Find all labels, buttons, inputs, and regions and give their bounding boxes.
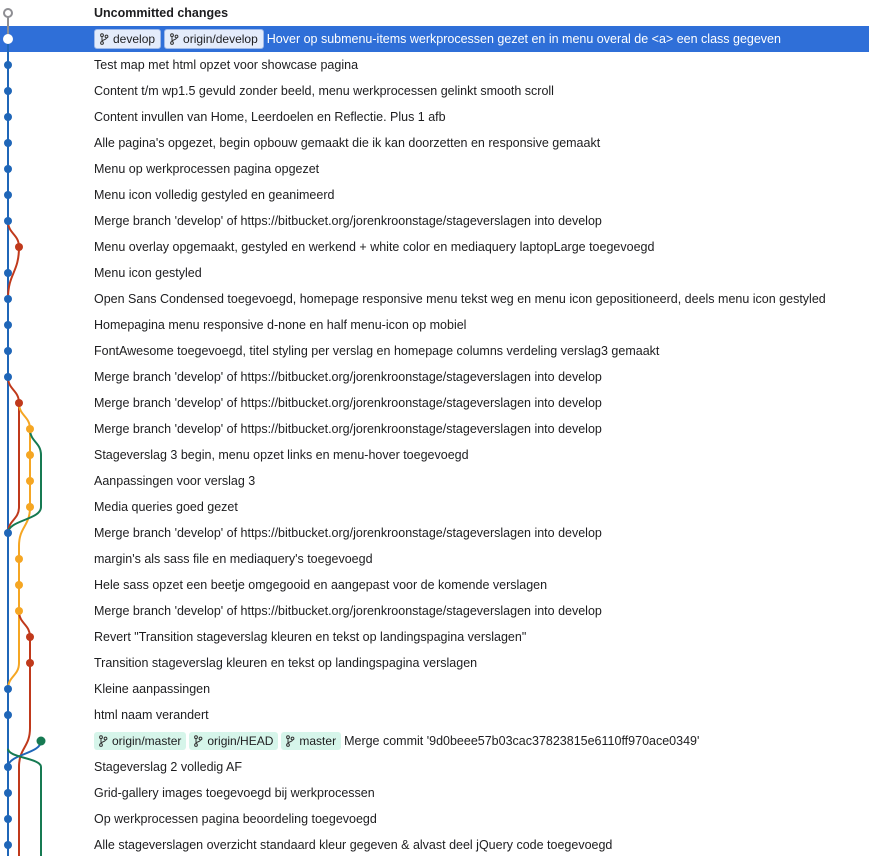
uncommitted-changes-row[interactable]	[0, 0, 869, 26]
commit-message: Stageverslag 2 volledig AF	[94, 760, 243, 774]
commit-message: Merge branch 'develop' of https://bitbucket.org/jorenkroonstage/stageverslagen into develop	[94, 214, 602, 228]
commit-row[interactable]	[0, 52, 869, 78]
branch-badge[interactable]	[189, 732, 278, 750]
commit-row[interactable]	[0, 312, 869, 338]
commit-message: Media queries goed gezet	[94, 500, 238, 514]
commit-node[interactable]	[4, 217, 12, 225]
commit-message: html naam verandert	[94, 708, 209, 722]
commit-message: Merge branch 'develop' of https://bitbucket.org/jorenkroonstage/stageverslagen into develop	[94, 604, 602, 618]
commit-message: Grid-gallery images toegevoegd bij werkprocessen	[94, 786, 375, 800]
commit-node[interactable]	[4, 815, 12, 823]
commit-node[interactable]	[15, 399, 23, 407]
commit-message: Stageverslag 3 begin, menu opzet links en menu-hover toegevoegd	[94, 448, 469, 462]
commit-node[interactable]	[4, 61, 12, 69]
branch-badge-label: origin/master	[112, 734, 182, 748]
commit-row[interactable]	[0, 806, 869, 832]
branch-line-feature	[8, 663, 19, 689]
commit-node[interactable]	[4, 789, 12, 797]
commit-node[interactable]	[4, 269, 12, 277]
commit-node[interactable]	[4, 321, 12, 329]
branch-line-master	[30, 429, 41, 455]
commit-row[interactable]	[0, 208, 869, 234]
commit-node[interactable]	[15, 555, 23, 563]
commit-row[interactable]	[0, 598, 869, 624]
commit-message: Merge branch 'develop' of https://bitbucket.org/jorenkroonstage/stageverslagen into develop	[94, 396, 602, 410]
commit-node[interactable]	[37, 737, 46, 746]
commit-row[interactable]	[0, 130, 869, 156]
commit-node[interactable]	[4, 295, 12, 303]
commit-message: Hover op submenu-items werkprocessen gezet en in menu overal de <a> een class gegeven	[266, 32, 781, 46]
commit-message: Aanpassingen voor verslag 3	[94, 474, 256, 488]
commit-message: Menu icon gestyled	[94, 266, 202, 280]
branch-badge-label: develop	[113, 32, 156, 46]
commit-node[interactable]	[4, 529, 12, 537]
commit-row[interactable]	[0, 26, 869, 52]
commit-row[interactable]	[0, 182, 869, 208]
branch-line-master	[8, 749, 41, 767]
commit-message: Kleine aanpassingen	[94, 682, 211, 696]
commit-row[interactable]	[0, 156, 869, 182]
commit-row[interactable]	[0, 494, 869, 520]
branch-icon	[285, 735, 295, 747]
commit-node[interactable]	[4, 139, 12, 147]
commit-node[interactable]	[4, 841, 12, 849]
branch-icon	[99, 33, 109, 45]
commit-message: Hele sass opzet een beetje omgegooid en aangepast voor de komende verslagen	[94, 578, 548, 592]
commit-message: Content invullen van Home, Leerdoelen en Reflectie. Plus 1 afb	[94, 110, 446, 124]
commit-node[interactable]	[4, 685, 12, 693]
commit-row[interactable]	[0, 390, 869, 416]
commit-node[interactable]	[26, 659, 34, 667]
branch-badge-label: origin/develop	[183, 32, 258, 46]
commit-row[interactable]	[0, 650, 869, 676]
commit-node[interactable]	[26, 451, 34, 459]
commit-row[interactable]	[0, 468, 869, 494]
commit-row[interactable]	[0, 728, 869, 754]
branch-badge[interactable]	[164, 29, 264, 49]
branch-badge[interactable]	[94, 732, 186, 750]
branch-line-feature	[19, 403, 30, 429]
commit-node[interactable]	[4, 373, 12, 381]
branch-line-merge	[19, 611, 30, 637]
head-commit-node[interactable]	[4, 35, 12, 43]
commit-row[interactable]	[0, 832, 869, 858]
commit-node[interactable]	[4, 763, 12, 771]
commit-message: Test map met html opzet voor showcase pagina	[94, 58, 359, 72]
commit-row[interactable]	[0, 416, 869, 442]
branch-icon	[193, 735, 203, 747]
commit-node[interactable]	[4, 347, 12, 355]
commit-message: Alle pagina's opgezet, begin opbouw gemaakt die ik kan doorzetten en responsive gemaakt	[94, 136, 601, 150]
commit-message: Uncommitted changes	[94, 6, 229, 20]
commit-row[interactable]	[0, 780, 869, 806]
branch-icon	[169, 33, 179, 45]
commit-row[interactable]	[0, 338, 869, 364]
commit-row[interactable]	[0, 234, 869, 260]
commit-row[interactable]	[0, 442, 869, 468]
commit-row[interactable]	[0, 286, 869, 312]
commit-message: margin's als sass file en mediaquery's toegevoegd	[94, 552, 373, 566]
branch-badge-label: master	[299, 734, 337, 748]
commit-node[interactable]	[4, 165, 12, 173]
branch-line-merge	[8, 221, 19, 247]
commit-row[interactable]	[0, 260, 869, 286]
commit-row[interactable]	[0, 104, 869, 130]
commit-message: Menu op werkprocessen pagina opgezet	[94, 162, 320, 176]
commit-node[interactable]	[26, 477, 34, 485]
commit-row[interactable]	[0, 546, 869, 572]
commit-node[interactable]	[26, 503, 34, 511]
commit-message: Content t/m wp1.5 gevuld zonder beeld, menu werkprocessen gelinkt smooth scroll	[94, 84, 554, 98]
commit-node[interactable]	[15, 243, 23, 251]
commit-message: Transition stageverslag kleuren en tekst op landingspagina verslagen	[94, 656, 478, 670]
commit-row[interactable]	[0, 78, 869, 104]
branch-badge[interactable]	[94, 29, 161, 49]
commit-message: Merge branch 'develop' of https://bitbucket.org/jorenkroonstage/stageverslagen into develop	[94, 526, 602, 540]
commit-node[interactable]	[4, 711, 12, 719]
commit-node[interactable]	[26, 633, 34, 641]
uncommitted-node[interactable]	[4, 9, 12, 17]
branch-line-merge	[8, 377, 19, 403]
branch-icon	[98, 735, 108, 747]
commit-message: Menu icon volledig gestyled en geanimeerd	[94, 188, 335, 202]
commit-row[interactable]	[0, 520, 869, 546]
commit-row[interactable]	[0, 624, 869, 650]
commit-node[interactable]	[4, 87, 12, 95]
commit-node[interactable]	[4, 113, 12, 121]
branch-badge[interactable]	[281, 732, 341, 750]
commit-message: Menu overlay opgemaakt, gestyled en werkend + white color en mediaquery laptopLarge toegevoegd	[94, 240, 655, 254]
commit-row[interactable]	[0, 676, 869, 702]
commit-row[interactable]	[0, 364, 869, 390]
commit-message: Op werkprocessen pagina beoordeling toegevoegd	[94, 812, 377, 826]
commit-row[interactable]	[0, 572, 869, 598]
branch-line-feature	[19, 507, 30, 546]
commit-node[interactable]	[15, 581, 23, 589]
commit-message: Open Sans Condensed toegevoegd, homepage responsive menu tekst weg en menu icon gepositioneerd, deels menu icon gestyled	[94, 292, 826, 306]
branch-badge-label: origin/HEAD	[207, 734, 274, 748]
commit-message: Revert "Transition stageverslag kleuren en tekst op landingspagina verslagen"	[94, 630, 527, 644]
commit-message: Merge commit '9d0beee57b03cac37823815e6110ff970ace0349'	[344, 734, 700, 748]
commit-node[interactable]	[4, 191, 12, 199]
commit-node[interactable]	[26, 425, 34, 433]
commit-row[interactable]	[0, 702, 869, 728]
commit-message: Homepagina menu responsive d-none en half menu-icon op mobiel	[94, 318, 467, 332]
commit-message: FontAwesome toegevoegd, titel styling per verslag en homepage columns verdeling verslag3 gemaakt	[94, 344, 660, 358]
branch-line-merge	[19, 728, 30, 767]
commit-message: Merge branch 'develop' of https://bitbucket.org/jorenkroonstage/stageverslagen into develop	[94, 370, 602, 384]
commit-message: Merge branch 'develop' of https://bitbucket.org/jorenkroonstage/stageverslagen into develop	[94, 422, 602, 436]
commit-graph	[0, 0, 90, 856]
commit-message: Alle stageverslagen overzicht standaard kleur gegeven & alvast deel jQuery code toegevoegd	[94, 838, 613, 852]
commit-node[interactable]	[15, 607, 23, 615]
commit-row[interactable]	[0, 754, 869, 780]
